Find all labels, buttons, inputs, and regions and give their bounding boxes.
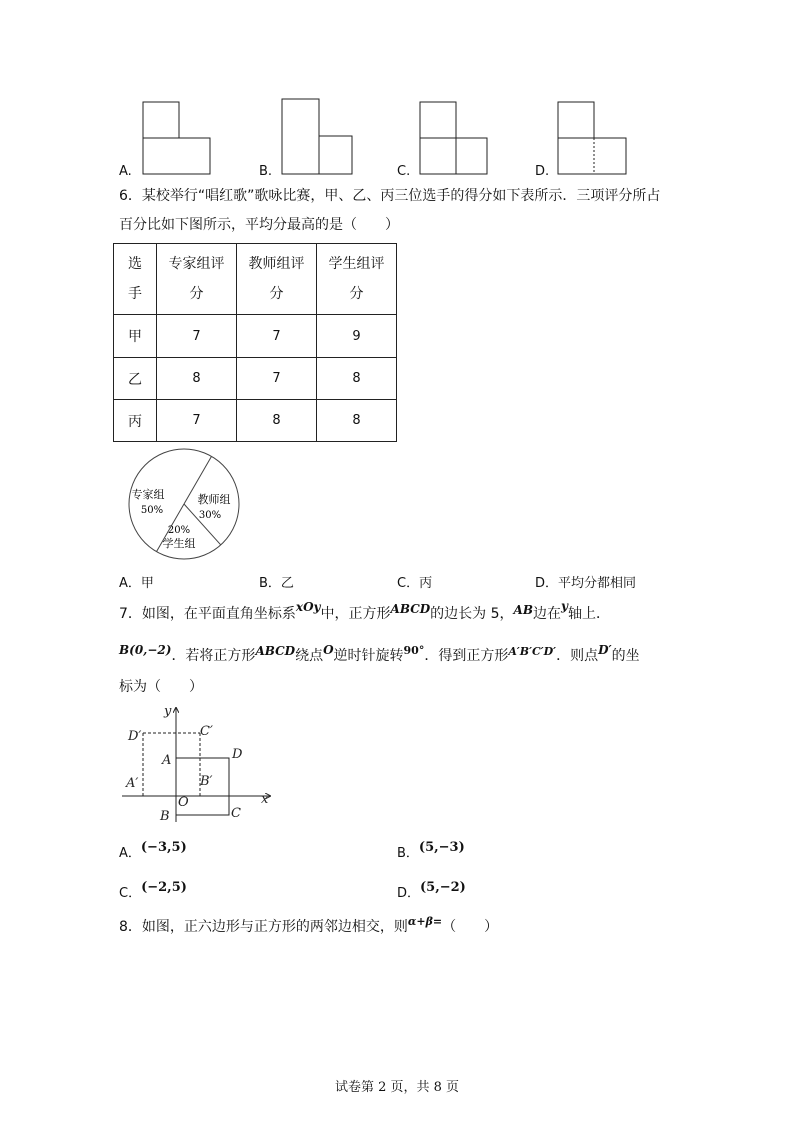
q7-option-a[interactable]: A．(−3,5) <box>119 840 187 861</box>
fig-label-y: y <box>164 704 172 719</box>
fig-label-cp: C′ <box>200 724 213 739</box>
header-cell-expert: 专家组评 分 <box>157 244 237 315</box>
q6-stem-line1: 6．某校举行“唱红歌”歌咏比赛，甲、乙、丙三位选手的得分如下表所示．三项评分所占 <box>119 188 661 204</box>
q7-stem-line1: 7．如图，在平面直角坐标系xOy中，正方形ABCD的边长为 5，AB边在y轴上． <box>119 599 610 622</box>
q7-stem-line3: 标为（ ） <box>119 679 203 695</box>
pie-label-teacher-name: 教师组 <box>197 493 231 506</box>
q7-option-b[interactable]: B．(5,−3) <box>397 840 465 861</box>
pie-label-student-pct: 20% <box>167 525 191 536</box>
pie-label-teacher-pct: 30% <box>198 510 222 521</box>
pie-label-expert-pct: 50% <box>140 505 164 516</box>
q5-option-c[interactable]: C. <box>397 164 411 179</box>
q6-option-d[interactable]: D．平均分都相同 <box>535 576 637 591</box>
q6-option-a[interactable]: A．甲 <box>119 576 154 591</box>
q5-option-b[interactable]: B. <box>259 164 273 179</box>
fig-label-a: A <box>162 753 172 768</box>
q6-pie-chart <box>110 446 260 566</box>
fig-label-b: B <box>160 809 170 824</box>
table-row: 乙 8 7 8 <box>114 358 397 400</box>
q5-figures <box>0 0 794 180</box>
q5-figure-c <box>420 102 487 174</box>
q5-option-d[interactable]: D. <box>535 164 550 179</box>
q7-stem-line2: B(0,−2)．若将正方形ABCD绕点O逆时针旋转$^{90^\circ}$．得到正方形$^{A'B'C'D'}$．则点D′的坐 <box>119 643 640 664</box>
table-row: 甲 7 7 9 <box>114 315 397 358</box>
table-row: 丙 7 8 8 <box>114 400 397 442</box>
fig-label-o: O <box>178 795 189 810</box>
header-cell-player: 选 手 <box>114 244 157 315</box>
q6-stem-line2: 百分比如下图所示，平均分最高的是（ ） <box>119 217 399 233</box>
q5-figure-a <box>143 102 210 174</box>
q6-option-c[interactable]: C．丙 <box>397 576 433 591</box>
q7-option-d[interactable]: D．(5,−2) <box>397 880 466 901</box>
header-cell-teacher: 教师组评 分 <box>237 244 317 315</box>
fig-label-dp: D′ <box>128 729 142 744</box>
pie-label-student-name: 学生组 <box>162 537 196 550</box>
q5-figure-b <box>282 99 352 174</box>
table-header-row <box>114 244 397 315</box>
fig-label-d: D <box>232 747 243 762</box>
fig-label-ap: A′ <box>126 776 139 791</box>
q7-coordinate-figure <box>120 702 280 826</box>
q5-option-a[interactable]: A. <box>119 164 132 179</box>
pie-label-expert-name: 专家组 <box>131 488 165 501</box>
q8-stem: 8．如图，正六边形与正方形的两邻边相交，则$^{\alpha+\beta=}$（ ） <box>119 915 499 935</box>
fig-label-x: x <box>261 792 269 807</box>
page-footer: 试卷第 2 页，共 8 页 <box>334 1080 460 1095</box>
q6-option-b[interactable]: B．乙 <box>259 576 294 591</box>
fig-label-bp: B′ <box>200 774 213 789</box>
q5-figure-d <box>558 102 626 174</box>
fig-label-c: C <box>231 806 241 821</box>
q7-option-c[interactable]: C．(−2,5) <box>119 880 187 901</box>
q6-score-table <box>113 243 397 442</box>
header-cell-student: 学生组评 分 <box>317 244 397 315</box>
